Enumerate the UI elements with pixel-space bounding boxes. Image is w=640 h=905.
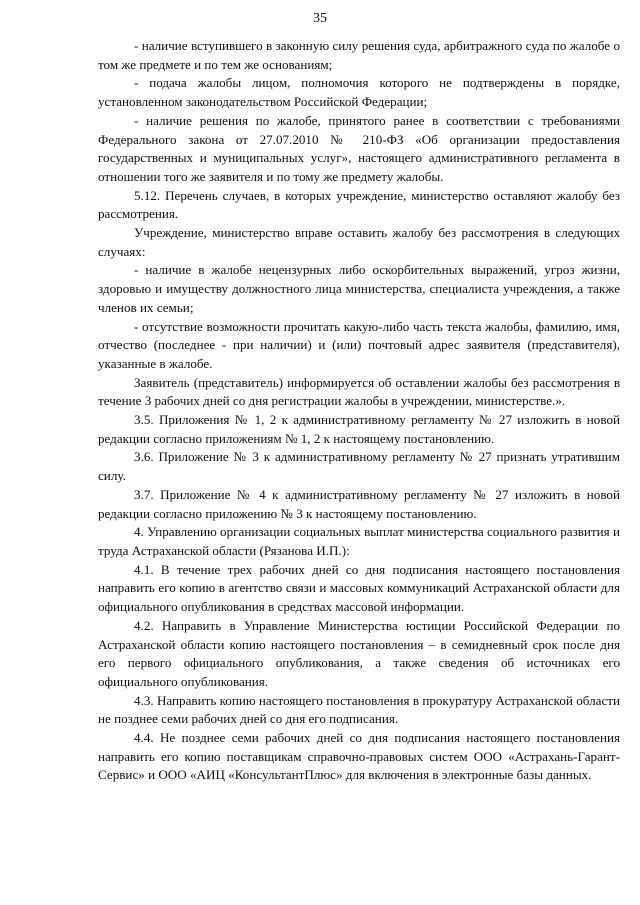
paragraph: 5.12. Перечень случаев, в которых учреждение, министерство оставляют жалобу без рассмотрения.: [98, 187, 620, 222]
document-body: [98, 37, 620, 785]
paragraph: - наличие вступившего в законную силу решения суда, арбитражного суда по жалобе о том же предмете и по тем же основаниям;: [98, 38, 620, 72]
paragraph: Учреждение, министерство вправе оставить жалобу без рассмотрения в следующих случаях:: [98, 225, 620, 259]
paragraph: - наличие решения по жалобе, принятого ранее в соответствии с требованиями Федерального закона от 27.07.2010 № 210-ФЗ «Об организации предоставления государственных и муниципальных услуг», настоящего административного регламента в отношении того же заявителя и по тому же предмету жалобы.: [98, 112, 620, 184]
paragraph: 3.5. Приложения № 1, 2 к административному регламенту № 27 изложить в новой редакции согласно приложениям № 1, 2 к настоящему постановлению.: [98, 412, 620, 446]
paragraph: 4. Управлению организации социальных выплат министерства социального развития и труда Астраханской области (Рязанова И.П.):: [98, 524, 620, 558]
paragraph: 4.4. Не позднее семи рабочих дней со дня подписания настоящего постановления направить его копию поставщикам справочно-правовых систем ООО «Астрахань-Гарант-Сервис» и ООО «АИЦ «КонсультантПлюс» для включения в электронные базы данных.: [98, 730, 620, 783]
paragraph: - наличие в жалобе нецензурных либо оскорбительных выражений, угроз жизни, здоровью и имуществу должностного лица министерства, специалиста учреждения, а также членов их семьи;: [98, 262, 620, 315]
paragraph: 4.2. Направить в Управление Министерства юстиции Российской Федерации по Астраханской области копию настоящего постановления – в семидневный срок после дня его первого официального опубликования, а также сведения об источниках его официального опубликования.: [98, 617, 620, 689]
paragraph: - подача жалобы лицом, полномочия которого не подтверждены в порядке, установленном законодательством Российской Федерации;: [98, 75, 620, 110]
paragraph: 3.6. Приложение № 3 к административному регламенту № 27 признать утратившим силу.: [98, 449, 620, 484]
paragraph: Заявитель (представитель) информируется об оставлении жалобы без рассмотрения в течение 3 рабочих дней со дня регистрации жалобы в учреждении, министерстве.».: [98, 374, 620, 409]
paragraph: 4.1. В течение трех рабочих дней со дня подписания настоящего постановления направить его копию в агентство связи и массовых коммуникаций Астраханской области для официального опубликования в средствах массовой информации.: [98, 561, 620, 615]
paragraph: 3.7. Приложение № 4 к административному регламенту № 27 изложить в новой редакции согласно приложению № 3 к настоящему постановлению.: [98, 486, 620, 521]
page-number: 35: [313, 11, 327, 26]
paragraph: 4.3. Направить копию настоящего постановления в прокуратуру Астраханской области не позднее семи рабочих дней со дня его подписания.: [98, 692, 620, 727]
paragraph: - отсутствие возможности прочитать какую-либо часть текста жалобы, фамилию, имя, отчество (последнее - при наличии) и (или) почтовый адрес заявителя (представителя), указанные в жалобе.: [98, 318, 620, 371]
